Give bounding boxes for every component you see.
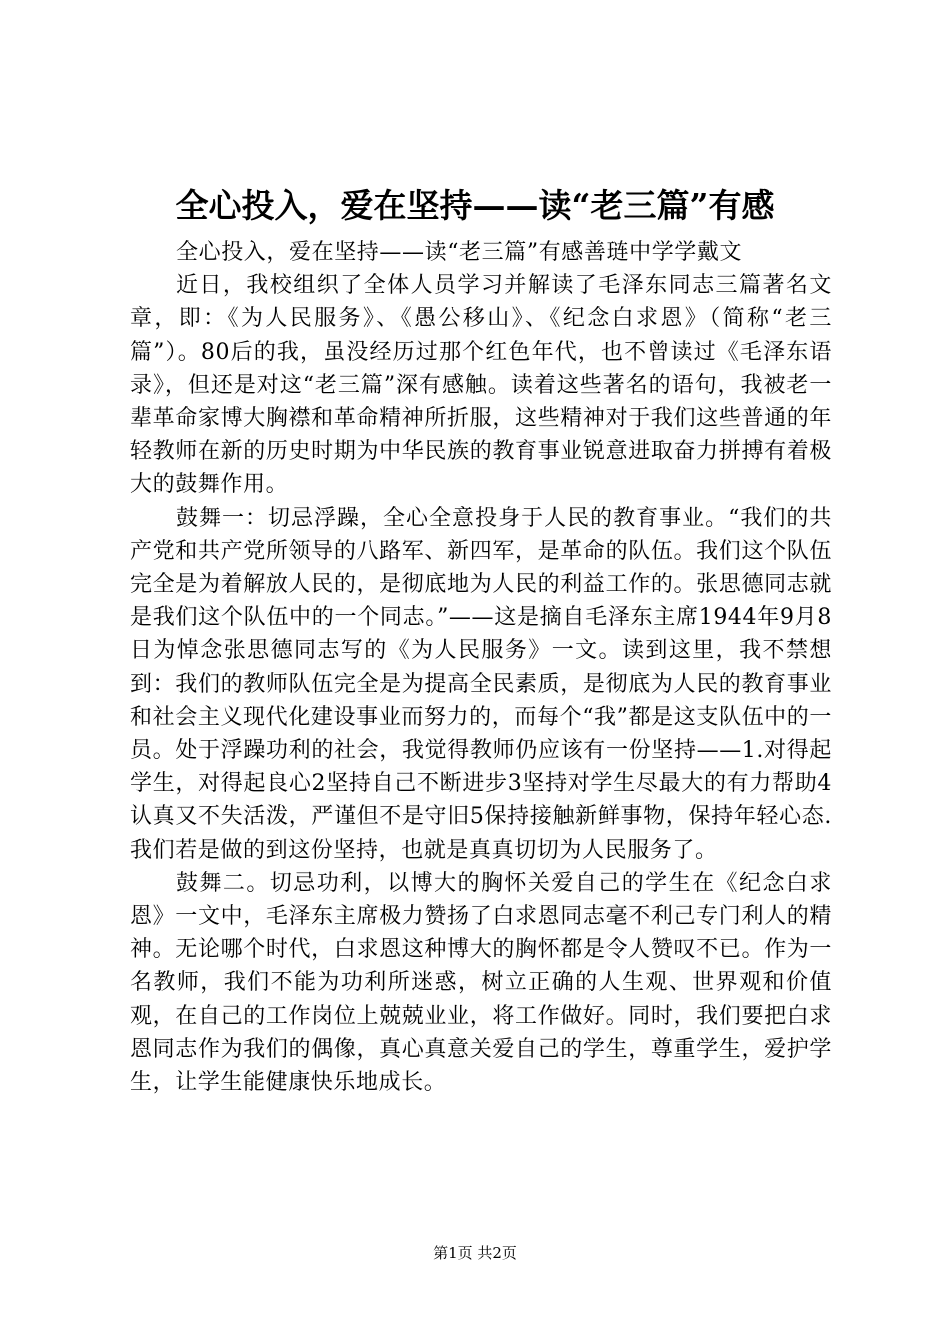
- paragraph-inspiration-one: 鼓舞一：切忌浮躁，全心全意投身于人民的教育事业。“我们的共产党和共产党所领导的八路军、新四军，是革命的队伍。我们这个队伍完全是为着解放人民的，是彻底地为人民的利益工作的。张思德同志就是我们这个队伍中的一个同志。”——这是摘自毛泽东主席1944年9月8日为悼念张思德同志写的《为人民服务》一文。读到这里，我不禁想到：我们的教师队伍完全是为提高全民素质，是彻底为人民的教育事业和社会主义现代化建设事业而努力的，而每个“我”都是这支队伍中的一员。处于浮躁功利的社会，我觉得教师仍应该有一份坚持——1.对得起学生，对得起良心2坚持自己不断进步3坚持对学生尽最大的有力帮助4认真又不失活泼，严谨但不是守旧5保持接触新鲜事物，保持年轻心态.我们若是做的到这份坚持，也就是真真切切为人民服务了。: [130, 505, 832, 863]
- page-number-footer: 第1页 共2页: [433, 1244, 517, 1262]
- paragraph-inspiration-two: 鼓舞二。切忌功利，以博大的胸怀关爱自己的学生在《纪念白求恩》一文中，毛泽东主席极力赞扬了白求恩同志毫不利己专门利人的精神。无论哪个时代，白求恩这种博大的胸怀都是令人赞叹不已。作为一名教师，我们不能为功利所迷惑，树立正确的人生观、世界观和价值观，在自己的工作岗位上兢兢业业，将工作做好。同时，我们要把白求恩同志作为我们的偶像，真心真意关爱自己的学生，尊重学生，爱护学生，让学生能健康快乐地成长。: [130, 870, 832, 1096]
- paragraph-heading-line: 全心投入，爱在坚持——读“老三篇”有感善琏中学学戴文: [176, 240, 743, 265]
- paragraph-intro: 近日，我校组织了全体人员学习并解读了毛泽东同志三篇著名文章，即：《为人民服务》、《愚公移山》、《纪念白求恩》（简称“老三篇”）。80后的我，虽没经历过那个红色年代，也不曾读过《毛泽东语录》，但还是对这“老三篇”深有感触。读着这些著名的语句，我被老一辈革命家博大胸襟和革命精神所折服，这些精神对于我们这些普通的年轻教师在新的历史时期为中华民族的教育事业锐意进取奋力拼搏有着极大的鼓舞作用。: [130, 273, 832, 498]
- document-title: 全心投入，爱在坚持——读“老三篇”有感: [175, 186, 775, 225]
- document-body: [130, 236, 832, 1099]
